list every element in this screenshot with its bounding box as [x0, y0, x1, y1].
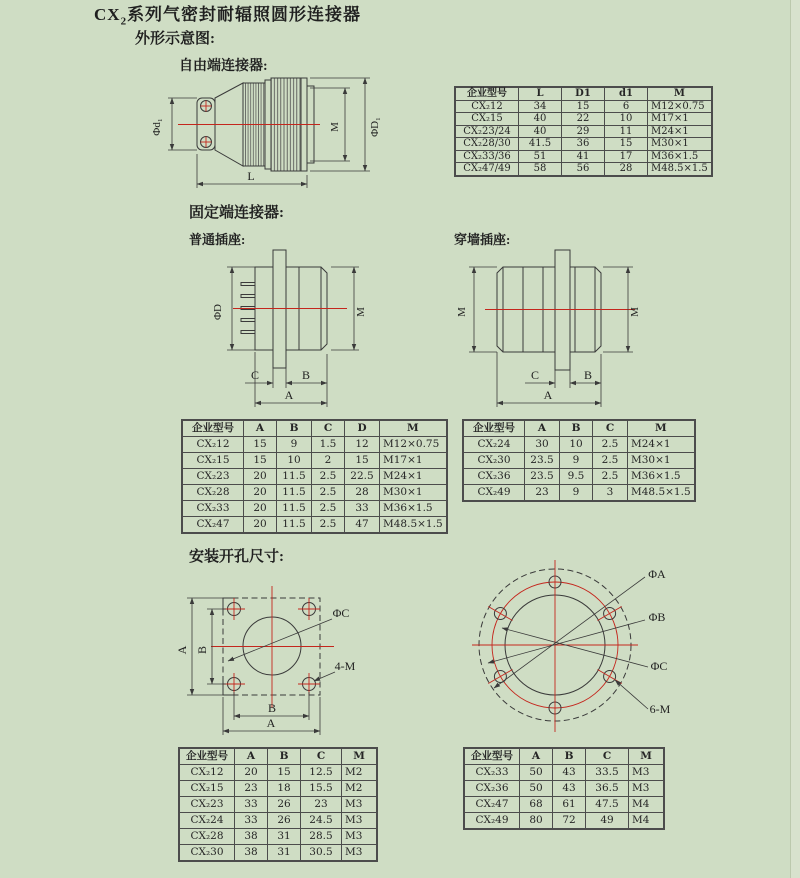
value-cell: 15.5 — [301, 781, 342, 797]
value-cell: 10 — [560, 437, 593, 453]
value-cell: 11.5 — [277, 501, 312, 517]
value-cell: 38 — [235, 845, 268, 862]
table-row — [179, 781, 377, 797]
value-cell: 2 — [312, 453, 345, 469]
model-cell: CX₂49 — [464, 813, 520, 830]
table-row — [179, 845, 377, 862]
table-row — [464, 813, 664, 830]
value-cell: 18 — [268, 781, 301, 797]
socket-body-outline — [497, 250, 601, 370]
header-row — [464, 748, 664, 765]
page-edge-strip — [790, 0, 800, 878]
value-cell: 31 — [268, 829, 301, 845]
model-cell: CX₂33/36 — [455, 150, 519, 163]
model-cell: CX₂23 — [179, 797, 235, 813]
circular-mount-drawing — [452, 550, 682, 745]
section-outline-label: 外形示意图: — [135, 31, 215, 47]
value-cell: 15 — [244, 453, 277, 469]
column-header: M — [628, 420, 695, 437]
header-row — [463, 420, 695, 437]
wall-socket-label: 穿墙插座: — [454, 232, 511, 247]
value-cell: 12 — [345, 437, 380, 453]
table-row — [182, 517, 447, 534]
model-cell: CX₂30 — [179, 845, 235, 862]
dimension-lines — [469, 267, 633, 407]
data-table — [454, 86, 713, 177]
ordinary-socket-dimensions-table — [181, 419, 448, 534]
column-header: M — [648, 87, 712, 100]
value-cell: 30 — [525, 437, 560, 453]
dim-label-4m: 4-M — [334, 659, 356, 673]
value-cell: 2.5 — [312, 469, 345, 485]
table-row — [463, 485, 695, 502]
value-cell: M3 — [342, 845, 378, 862]
model-cell: CX₂33 — [182, 501, 244, 517]
table-row — [182, 501, 447, 517]
table-row — [455, 163, 712, 176]
value-cell: 2.5 — [312, 485, 345, 501]
value-cell: M2 — [342, 765, 378, 781]
model-cell: CX₂30 — [463, 453, 525, 469]
value-cell: 26 — [268, 813, 301, 829]
value-cell: M12×0.75 — [380, 437, 447, 453]
value-cell: 15 — [345, 453, 380, 469]
dim-label-m: M — [355, 307, 367, 317]
model-cell: CX₂12 — [455, 100, 519, 113]
table-row — [182, 469, 447, 485]
value-cell: 50 — [520, 781, 553, 797]
value-cell: 9 — [560, 485, 593, 502]
dim-label-b: B — [301, 368, 311, 382]
value-cell: 20 — [244, 517, 277, 534]
value-cell: 17 — [605, 150, 648, 163]
circular-mount-dimensions-table — [463, 747, 665, 830]
column-header: B — [560, 420, 593, 437]
column-header: C — [301, 748, 342, 765]
value-cell: 30.5 — [301, 845, 342, 862]
value-cell: 22 — [562, 113, 605, 126]
table-row — [463, 453, 695, 469]
value-cell: M3 — [342, 829, 378, 845]
column-header: M — [342, 748, 378, 765]
dim-label-b-bottom: B — [267, 701, 277, 715]
value-cell: 47.5 — [586, 797, 629, 813]
value-cell: 11.5 — [277, 469, 312, 485]
column-header: B — [268, 748, 301, 765]
value-cell: M30×1 — [380, 485, 447, 501]
data-table — [181, 419, 448, 534]
dim-label-phi-a: ΦA — [648, 567, 666, 581]
page-title — [94, 0, 361, 27]
value-cell: 2.5 — [593, 437, 628, 453]
table-row — [455, 113, 712, 126]
value-cell: M3 — [629, 781, 665, 797]
value-cell: 47 — [345, 517, 380, 534]
column-header: C — [586, 748, 629, 765]
model-cell: CX₂15 — [182, 453, 244, 469]
value-cell: M36×1.5 — [628, 469, 695, 485]
model-cell: CX₂24 — [179, 813, 235, 829]
table-row — [464, 781, 664, 797]
value-cell: 23 — [235, 781, 268, 797]
model-cell: CX₂36 — [463, 469, 525, 485]
value-cell: M30×1 — [648, 138, 712, 151]
value-cell: 23.5 — [525, 469, 560, 485]
value-cell: 6 — [605, 100, 648, 113]
value-cell: 15 — [244, 437, 277, 453]
model-cell: CX₂23/24 — [455, 125, 519, 138]
dim-label-c: C — [530, 368, 540, 382]
ordinary-socket-drawing — [185, 246, 400, 408]
table-row — [455, 125, 712, 138]
column-header: B — [277, 420, 312, 437]
value-cell: M24×1 — [648, 125, 712, 138]
value-cell: M36×1.5 — [380, 501, 447, 517]
value-cell: 41 — [562, 150, 605, 163]
table-row — [455, 100, 712, 113]
value-cell: 36 — [562, 138, 605, 151]
data-table — [178, 747, 378, 862]
model-cell: CX₂15 — [455, 113, 519, 126]
value-cell: 23 — [525, 485, 560, 502]
model-cell: CX₂28 — [182, 485, 244, 501]
value-cell: 10 — [277, 453, 312, 469]
value-cell: M3 — [342, 813, 378, 829]
dim-label-a: A — [543, 388, 553, 402]
value-cell: 2.5 — [312, 501, 345, 517]
column-header: C — [312, 420, 345, 437]
wall-socket-drawing — [455, 246, 665, 408]
table-row — [179, 813, 377, 829]
value-cell: M4 — [629, 797, 665, 813]
value-cell: 22.5 — [345, 469, 380, 485]
square-mount-drawing — [175, 568, 368, 746]
centerlines — [472, 560, 638, 732]
value-cell: 2.5 — [593, 469, 628, 485]
value-cell: 72 — [553, 813, 586, 830]
value-cell: 50 — [520, 765, 553, 781]
dim-label-6m: 6-M — [649, 702, 671, 716]
value-cell: M17×1 — [648, 113, 712, 126]
value-cell: 68 — [520, 797, 553, 813]
model-cell: CX₂15 — [179, 781, 235, 797]
dimension-lines — [168, 78, 370, 188]
dim-label-d1: Φd₁ — [151, 118, 163, 136]
title-subscript: 2 — [120, 15, 128, 28]
value-cell: 23 — [301, 797, 342, 813]
table-row — [455, 150, 712, 163]
column-header: D — [345, 420, 380, 437]
table-row — [463, 437, 695, 453]
section-fixed-end-label: 固定端连接器: — [189, 205, 284, 221]
table-row — [179, 829, 377, 845]
value-cell: 80 — [520, 813, 553, 830]
value-cell: M12×0.75 — [648, 100, 712, 113]
value-cell: M2 — [342, 781, 378, 797]
column-header: M — [380, 420, 447, 437]
dim-label-a-side: A — [175, 645, 189, 655]
dimension-lines — [187, 598, 335, 735]
column-header: 企业型号 — [464, 748, 520, 765]
dim-label-m: M — [329, 122, 341, 132]
column-header: M — [629, 748, 665, 765]
value-cell: 9.5 — [560, 469, 593, 485]
table-row — [455, 138, 712, 151]
value-cell: 56 — [562, 163, 605, 176]
value-cell: 20 — [235, 765, 268, 781]
title-prefix: CX — [94, 5, 121, 24]
model-cell: CX₂28 — [179, 829, 235, 845]
column-header: 企业型号 — [463, 420, 525, 437]
value-cell: 40 — [519, 125, 562, 138]
column-header: 企业型号 — [179, 748, 235, 765]
value-cell: 51 — [519, 150, 562, 163]
dim-label-c: C — [250, 368, 260, 382]
table-row — [463, 469, 695, 485]
model-cell: CX₂33 — [464, 765, 520, 781]
value-cell: 11.5 — [277, 485, 312, 501]
value-cell: 11.5 — [277, 517, 312, 534]
model-cell: CX₂47 — [464, 797, 520, 813]
column-header: B — [553, 748, 586, 765]
column-header: A — [525, 420, 560, 437]
value-cell: 20 — [244, 469, 277, 485]
value-cell: 24.5 — [301, 813, 342, 829]
square-mount-dimensions-table — [178, 747, 378, 862]
header-row — [455, 87, 712, 100]
value-cell: 15 — [562, 100, 605, 113]
section-mounting-label: 安装开孔尺寸: — [189, 549, 284, 565]
value-cell: 28.5 — [301, 829, 342, 845]
title-suffix: 系列气密封耐辐照圆形连接器 — [127, 5, 362, 24]
data-table — [463, 747, 665, 830]
value-cell: M24×1 — [380, 469, 447, 485]
value-cell: 36.5 — [586, 781, 629, 797]
value-cell: 2.5 — [312, 517, 345, 534]
value-cell: 26 — [268, 797, 301, 813]
column-header: 企业型号 — [455, 87, 519, 100]
value-cell: 38 — [235, 829, 268, 845]
value-cell: 33.5 — [586, 765, 629, 781]
column-header: L — [519, 87, 562, 100]
value-cell: 58 — [519, 163, 562, 176]
model-cell: CX₂36 — [464, 781, 520, 797]
value-cell: 15 — [605, 138, 648, 151]
value-cell: 20 — [244, 501, 277, 517]
column-header: D1 — [562, 87, 605, 100]
column-header: d1 — [605, 87, 648, 100]
value-cell: 40 — [519, 113, 562, 126]
model-cell: CX₂28/30 — [455, 138, 519, 151]
value-cell: 33 — [235, 797, 268, 813]
ordinary-socket-label: 普通插座: — [189, 232, 246, 247]
value-cell: 61 — [553, 797, 586, 813]
column-header: A — [520, 748, 553, 765]
value-cell: M48.5×1.5 — [628, 485, 695, 502]
value-cell: 28 — [345, 485, 380, 501]
dim-label-big-d1: ΦD₁ — [369, 117, 381, 137]
column-header: 企业型号 — [182, 420, 244, 437]
table-row — [182, 453, 447, 469]
dim-label-b-side: B — [195, 645, 209, 655]
free-end-connector-drawing — [148, 70, 388, 192]
dim-label-b: B — [583, 368, 593, 382]
value-cell: 33 — [345, 501, 380, 517]
model-cell: CX₂47 — [182, 517, 244, 534]
value-cell: 20 — [244, 485, 277, 501]
value-cell: M36×1.5 — [648, 150, 712, 163]
value-cell: 12.5 — [301, 765, 342, 781]
value-cell: 9 — [560, 453, 593, 469]
model-cell: CX₂49 — [463, 485, 525, 502]
model-cell: CX₂12 — [182, 437, 244, 453]
table-row — [464, 765, 664, 781]
value-cell: M24×1 — [628, 437, 695, 453]
column-header: A — [244, 420, 277, 437]
section-free-end-label: 自由端连接器: — [179, 59, 268, 74]
value-cell: M30×1 — [628, 453, 695, 469]
model-cell: CX₂24 — [463, 437, 525, 453]
value-cell: 43 — [553, 765, 586, 781]
dim-label-phi-b: ΦB — [648, 610, 666, 624]
value-cell: 34 — [519, 100, 562, 113]
data-table — [462, 419, 696, 502]
value-cell: M4 — [629, 813, 665, 830]
value-cell: 15 — [268, 765, 301, 781]
column-header: A — [235, 748, 268, 765]
model-cell: CX₂12 — [179, 765, 235, 781]
dim-label-a-bottom: A — [266, 716, 276, 730]
dim-label-phi-c: ΦC — [332, 606, 350, 620]
value-cell: 29 — [562, 125, 605, 138]
table-row — [179, 797, 377, 813]
value-cell: 33 — [235, 813, 268, 829]
value-cell: 43 — [553, 781, 586, 797]
value-cell: 3 — [593, 485, 628, 502]
dimension-lines — [227, 267, 359, 407]
table-row — [182, 437, 447, 453]
value-cell: 28 — [605, 163, 648, 176]
dim-label-a: A — [284, 388, 294, 402]
value-cell: 1.5 — [312, 437, 345, 453]
column-header: C — [593, 420, 628, 437]
wall-socket-dimensions-table — [462, 419, 696, 502]
header-row — [179, 748, 377, 765]
free-end-dimensions-table — [454, 86, 713, 177]
model-cell: CX₂47/49 — [455, 163, 519, 176]
model-cell: CX₂23 — [182, 469, 244, 485]
value-cell: M48.5×1.5 — [380, 517, 447, 534]
dim-label-d: ΦD — [212, 304, 224, 320]
table-row — [182, 485, 447, 501]
dim-label-m-left: M — [456, 307, 468, 317]
value-cell: 2.5 — [593, 453, 628, 469]
value-cell: M48.5×1.5 — [648, 163, 712, 176]
dim-label-l: L — [247, 169, 255, 183]
value-cell: M3 — [342, 797, 378, 813]
header-row — [182, 420, 447, 437]
table-row — [179, 765, 377, 781]
value-cell: 41.5 — [519, 138, 562, 151]
table-row — [464, 797, 664, 813]
value-cell: 31 — [268, 845, 301, 862]
dim-label-phi-c: ΦC — [650, 659, 668, 673]
value-cell: 23.5 — [525, 453, 560, 469]
value-cell: M17×1 — [380, 453, 447, 469]
value-cell: 49 — [586, 813, 629, 830]
value-cell: M3 — [629, 765, 665, 781]
dim-label-m-right: M — [629, 307, 641, 317]
value-cell: 9 — [277, 437, 312, 453]
value-cell: 10 — [605, 113, 648, 126]
value-cell: 11 — [605, 125, 648, 138]
